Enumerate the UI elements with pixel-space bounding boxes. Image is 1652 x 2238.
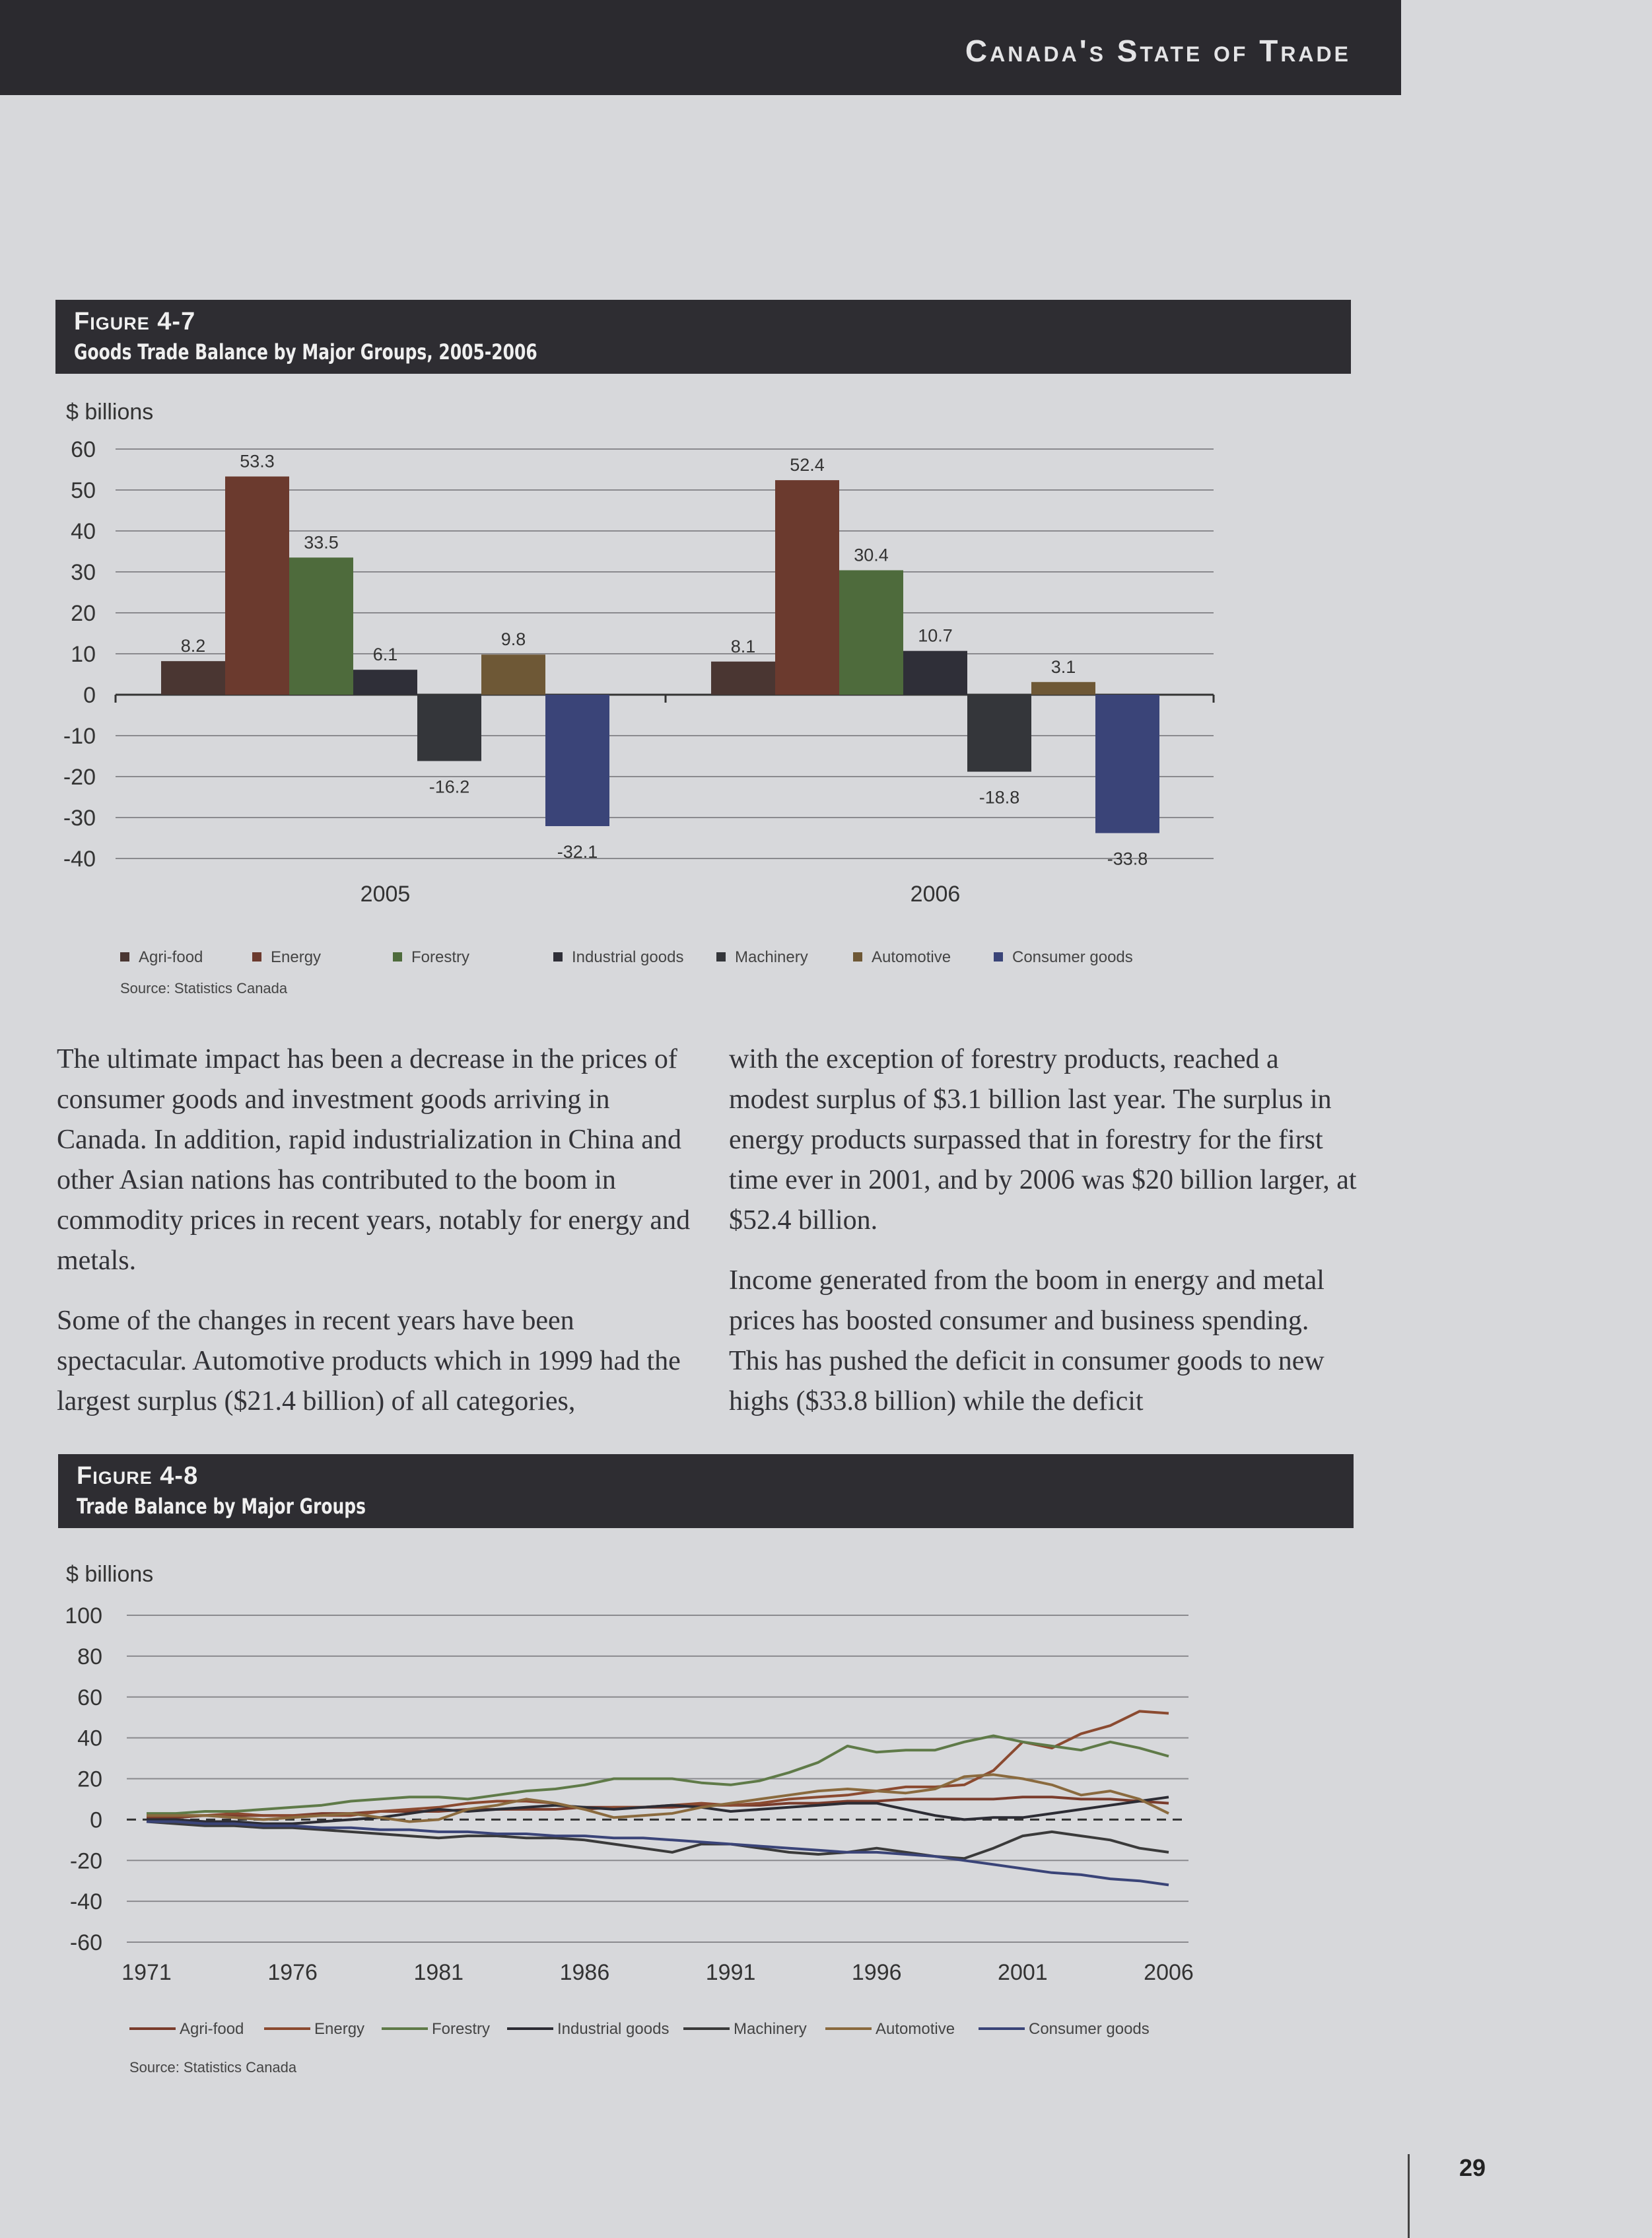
legend-entry: Automotive [876,2020,955,2038]
x-tick-label: 1976 [267,1960,318,1985]
x-tick-label: 1981 [413,1960,464,1985]
y-tick-label: 0 [83,683,96,708]
figure-number: Figure 4-7 [74,308,196,335]
y-tick-label: -10 [63,724,96,749]
bar-chart [0,383,1652,1017]
x-tick-label: 1971 [121,1960,172,1985]
data-label: -32.1 [557,842,598,862]
x-tick-label: 2006 [1144,1960,1194,1985]
y-tick-label: 20 [77,1766,102,1792]
series-line-consumer-goods [147,1822,1169,1885]
bar-machinery [417,695,481,761]
figure-number: Figure 4-8 [77,1462,199,1490]
y-tick-label: 40 [77,1726,102,1751]
body-column-left [57,1039,691,1442]
legend-entry: Forestry [432,2020,491,2038]
y-tick-label: 50 [71,478,96,503]
data-label: -16.2 [429,777,470,797]
legend-entry: Machinery [734,2020,807,2038]
bar-machinery [967,695,1031,772]
bar-automotive [1031,682,1095,695]
source-note: Source: Statistics Canada [129,2059,297,2076]
figure-4-7-titlebar [55,300,1351,374]
page-header [0,0,1401,95]
source-note: Source: Statistics Canada [120,980,288,997]
data-label: 33.5 [304,532,339,553]
y-tick-label: 20 [71,601,96,626]
bar-industrial-goods [903,651,967,695]
data-label: 3.1 [1050,656,1076,677]
x-tick-label: 1996 [851,1960,902,1985]
figure-4-8-titlebar [58,1454,1354,1528]
legend-swatch [252,952,261,962]
y-tick-label: -40 [63,847,96,872]
header-title: Canada's State of Trade [965,34,1351,68]
y-tick-label: 60 [77,1685,102,1710]
y-axis-label: $ billions [66,400,154,425]
y-tick-label: -30 [63,806,96,831]
x-category-label: 2005 [360,882,411,907]
paragraph: with the exception of forestry products, reached a modest surplus of $3.1 billion last year. The surplus in energy products surpassed that in forestry for the first time ever in 2001, and by 2006 was $20 billion larger, at $52.4 billion. [729,1044,1357,1236]
y-tick-label: -20 [63,765,96,790]
data-label: -33.8 [1107,849,1148,869]
data-label: 9.8 [500,629,526,650]
bar-energy [225,477,289,695]
data-label: 30.4 [854,545,889,565]
legend-swatch [393,952,402,962]
data-label: 6.1 [372,645,398,665]
legend-entry: Consumer goods [1012,948,1133,966]
legend-swatch [120,952,129,962]
data-label: 53.3 [240,451,275,472]
legend-entry: Forestry [411,948,470,966]
y-tick-label: 30 [71,560,96,585]
legend-swatch [853,952,862,962]
bar-consumer-goods [1095,695,1159,833]
series-line-energy [147,1711,1169,1815]
bar-forestry [289,557,353,695]
legend-entry: Agri-food [180,2020,244,2038]
data-label: 8.2 [180,636,206,656]
y-tick-label: 10 [71,642,96,667]
legend-entry: Automotive [872,948,951,966]
figure-title: Goods Trade Balance by Major Groups, 2005-2006 [74,339,537,365]
page-number: 29 [1459,2154,1486,2181]
figure-title: Trade Balance by Major Groups [77,1494,366,1519]
bar-energy [775,480,839,695]
legend-entry: Machinery [735,948,808,966]
legend-entry: Industrial goods [572,948,684,966]
data-label: 8.1 [730,636,756,656]
x-tick-label: 1986 [559,1960,610,1985]
y-tick-label: -60 [69,1930,102,1955]
bar-automotive [481,654,545,695]
bar-forestry [839,571,903,695]
legend-entry: Energy [314,2020,365,2038]
legend-entry: Industrial goods [557,2020,670,2038]
y-tick-label: 40 [71,519,96,544]
y-tick-label: 60 [71,437,96,462]
line-chart [0,1539,1652,2100]
data-label: 10.7 [918,625,953,646]
y-tick-label: 100 [65,1603,102,1628]
body-column-right [729,1039,1363,1442]
x-tick-label: 1991 [705,1960,756,1985]
x-category-label: 2006 [910,882,961,907]
data-label: -18.8 [979,787,1020,808]
bar-consumer-goods [545,695,609,826]
legend-entry: Energy [271,948,322,966]
legend-swatch [994,952,1003,962]
y-tick-label: -20 [69,1848,102,1874]
y-tick-label: 0 [90,1807,102,1833]
paragraph: The ultimate impact has been a decrease in the prices of consumer goods and investment goods arriving in Canada. In addition, rapid industrialization in China and other Asian nations has contributed to the boom in commodity prices in recent years, notably for energy and metals. [57,1044,691,1276]
page-rule [1408,2154,1410,2238]
x-tick-label: 2001 [998,1960,1048,1985]
y-tick-label: 80 [77,1644,102,1669]
paragraph: Income generated from the boom in energy and metal prices has boosted consumer and business spending. This has pushed the deficit in consumer goods to new highs ($33.8 billion) while the deficit [729,1265,1325,1416]
y-axis-label: $ billions [66,1562,154,1587]
bar-agri-food [711,662,775,695]
paragraph: Some of the changes in recent years have been spectacular. Automotive products which in 1999 had the largest surplus ($21.4 billion) of all categories, [57,1306,681,1416]
legend-entry: Consumer goods [1029,2020,1150,2038]
legend-entry: Agri-food [139,948,203,966]
data-label: 52.4 [790,455,825,475]
bar-agri-food [161,661,225,695]
legend-swatch [716,952,726,962]
legend-swatch [553,952,563,962]
y-tick-label: -40 [69,1889,102,1915]
bar-industrial-goods [353,670,417,695]
